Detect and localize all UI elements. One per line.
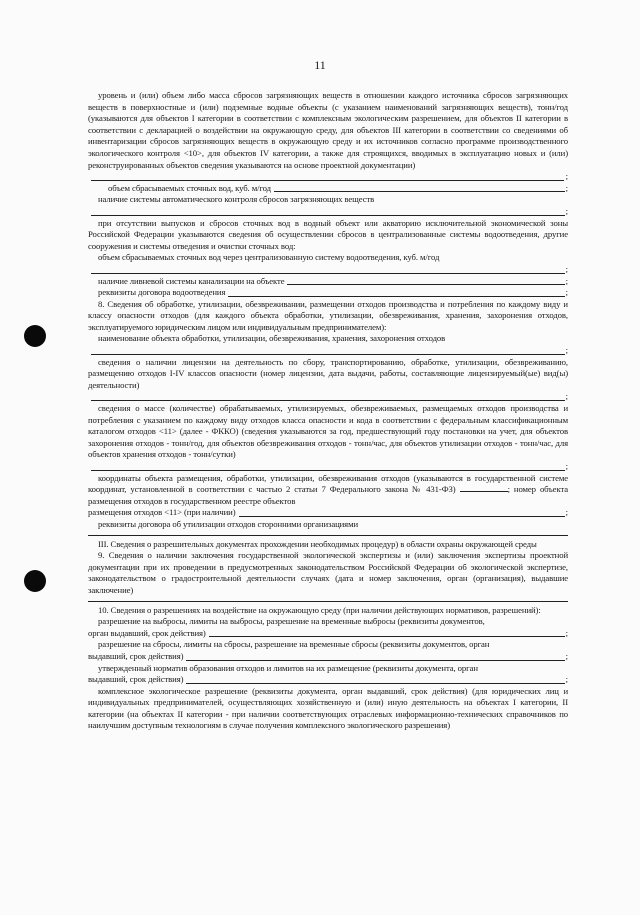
page-number: 11 — [314, 58, 326, 72]
field-emission-permit-cont: орган выдавший, срок действия) ; — [88, 627, 568, 638]
section-9-heading: 9. Сведения о наличии заключения государственной экологической экспертизы и (или) заключения экспертизы проектной документации при их проведении в предусмотренных законодательством Российской Федерации об экологической экспертизе, законодательством о градостроительной деятельности случаях (дата и номер заключения, орган (организация), выдавшие заключение) — [88, 550, 568, 595]
paragraph-emissions-level: уровень и (или) объем либо масса сбросов загрязняющих веществ в отношении каждого источника сбросов загрязняющих веществ в поверхностные и (или) подземные водные объекты (с указанием наименований загрязняющих веществ), тонн/год (указываются для объектов I категории в соответствии с комплексным экологическим разрешением, для объектов II категории в соответствии с декларацией о воздействии на окружающую среду, для объектов III категории в соответствии со сведениями об инвентаризации сбросов загрязняющих веществ в окружающую среду и их источников согласно программе производственного экологического контроля <10>, для объектов IV категории, а также для строящихся, вводимых в эксплуатацию новых и (или) реконструированных объектов сведения указываются на основе проектной документации) — [88, 90, 568, 170]
field-auto-control: наличие системы автоматического контроля сбросов загрязняющих веществ — [98, 194, 375, 205]
document-body — [88, 90, 568, 732]
field-license: сведения о наличии лицензии на деятельность по сбору, транспортированию, обработке, утилизации, обезвреживанию, размещению отходов I-IV классов опасности (номер лицензии, дата выдачи, работы, составляющие лицензируемый(ые) вид(ы) деятельности) — [88, 356, 568, 390]
field-central-volume: объем сбрасываемых сточных вод через централизованную систему водоотведения, куб. м/год — [98, 252, 440, 263]
field-waste-object-name: наименование объекта обработки, утилизации, обезвреживания, хранения, захоронения отходов — [98, 333, 446, 344]
field-emission-permit: разрешение на выбросы, лимиты на выбросы, разрешение на временные выбросы (реквизиты документов, — [98, 616, 485, 627]
fill-line — [88, 601, 568, 602]
punch-hole-bottom — [24, 570, 46, 592]
field-coordinates: координаты объекта размещения, обработки, утилизации, обезвреживания отходов (указываются в государственной системе координат, установленной в соответствии с частью 2 статьи 7 Федерального закона № 431-ФЗ) ; номер объекта размещения отходов в государственном реестре объектов — [88, 472, 569, 506]
fill-line: ; — [88, 171, 568, 183]
field-waste-norm-cont: выдавший, срок действия) ; — [88, 674, 568, 685]
fill-line: ; — [88, 461, 568, 473]
field-disposal-contract: реквизиты договора об утилизации отходов сторонними организациями — [98, 518, 359, 529]
section-8-heading: 8. Сведения об обработке, утилизации, обезвреживании, размещении отходов производства и потребления по каждому виду и классу опасности отходов (для каждого объекта обработки, утилизации, обезвреживания, хранения, захоронения отходов, эксплуатируемого юридическим лицом или индивидуальным предпринимателем): — [88, 298, 568, 332]
paragraph-no-discharge: при отсутствии выпусков и сбросов сточных вод в водный объект или акваторию исключительной экономической зоны Российской Федерации указываются сведения об осуществлении сбросов в централизованные системы водоотведения, другие сооружения и системы отведения и очистки сточных вод: — [88, 217, 568, 251]
section-3-heading: III. Сведения о разрешительных документах прохождении необходимых процедур) в области охраны окружающей среды — [98, 538, 537, 549]
fill-line — [88, 535, 568, 536]
punch-hole-top — [24, 325, 46, 347]
field-wastewater-volume: объем сбрасываемых сточных вод, куб. м/год ; — [108, 182, 568, 193]
fill-line: ; — [88, 264, 568, 276]
field-storm-sewer: наличие ливневой системы канализации на объекте ; — [98, 275, 568, 286]
field-drainage-contract: реквизиты договора водоотведения ; — [98, 287, 568, 298]
field-complex-permit: комплексное экологическое разрешение (реквизиты документа, орган выдавший, срок действия) (для юридических лиц и индивидуальных предпринимателей, осуществляющих хозяйственную и (или) иную деятельность на объектах I категории, II категории (на объектах II категории - при наличии соответствующих отраслевых информационно-технических справочников по наилучшим доступным технологиям в случае получения комплексного экологического разрешения) — [88, 685, 568, 731]
field-registry-number: размещения отходов <11> (при наличии) ; — [88, 507, 568, 518]
fill-line: ; — [88, 345, 568, 357]
field-waste-mass: сведения о массе (количестве) обрабатываемых, утилизируемых, обезвреживаемых, размещаемых отходов производства и потребления с указанием по каждому виду отходов класса опасности и кода в соответствии с федеральным классификационным каталогом отходов <11> (далее - ФККО) (сведения указываются за год, предшествующий году постановки на учет, для объектов захоронения отходов - тонн/год, для объектов обезвреживания отходов - тонн/час, для объектов утилизации отходов - тонн/час, для объектов хранения отходов - тонн/сутки) — [88, 403, 568, 460]
section-10-heading: 10. Сведения о разрешениях на воздействие на окружающую среду (при наличии действующих нормативов, разрешений): — [98, 604, 541, 615]
fill-line: ; — [88, 391, 568, 403]
field-waste-norm: утвержденный норматив образования отходов и лимитов на их размещение (реквизиты документа, орган — [98, 662, 478, 673]
field-discharge-permit: разрешение на сбросы, лимиты на сбросы, разрешение на временные сбросы (реквизиты документов, орган — [98, 639, 490, 650]
fill-line: ; — [88, 206, 568, 218]
field-discharge-permit-cont: выдавший, срок действия) ; — [88, 650, 568, 661]
